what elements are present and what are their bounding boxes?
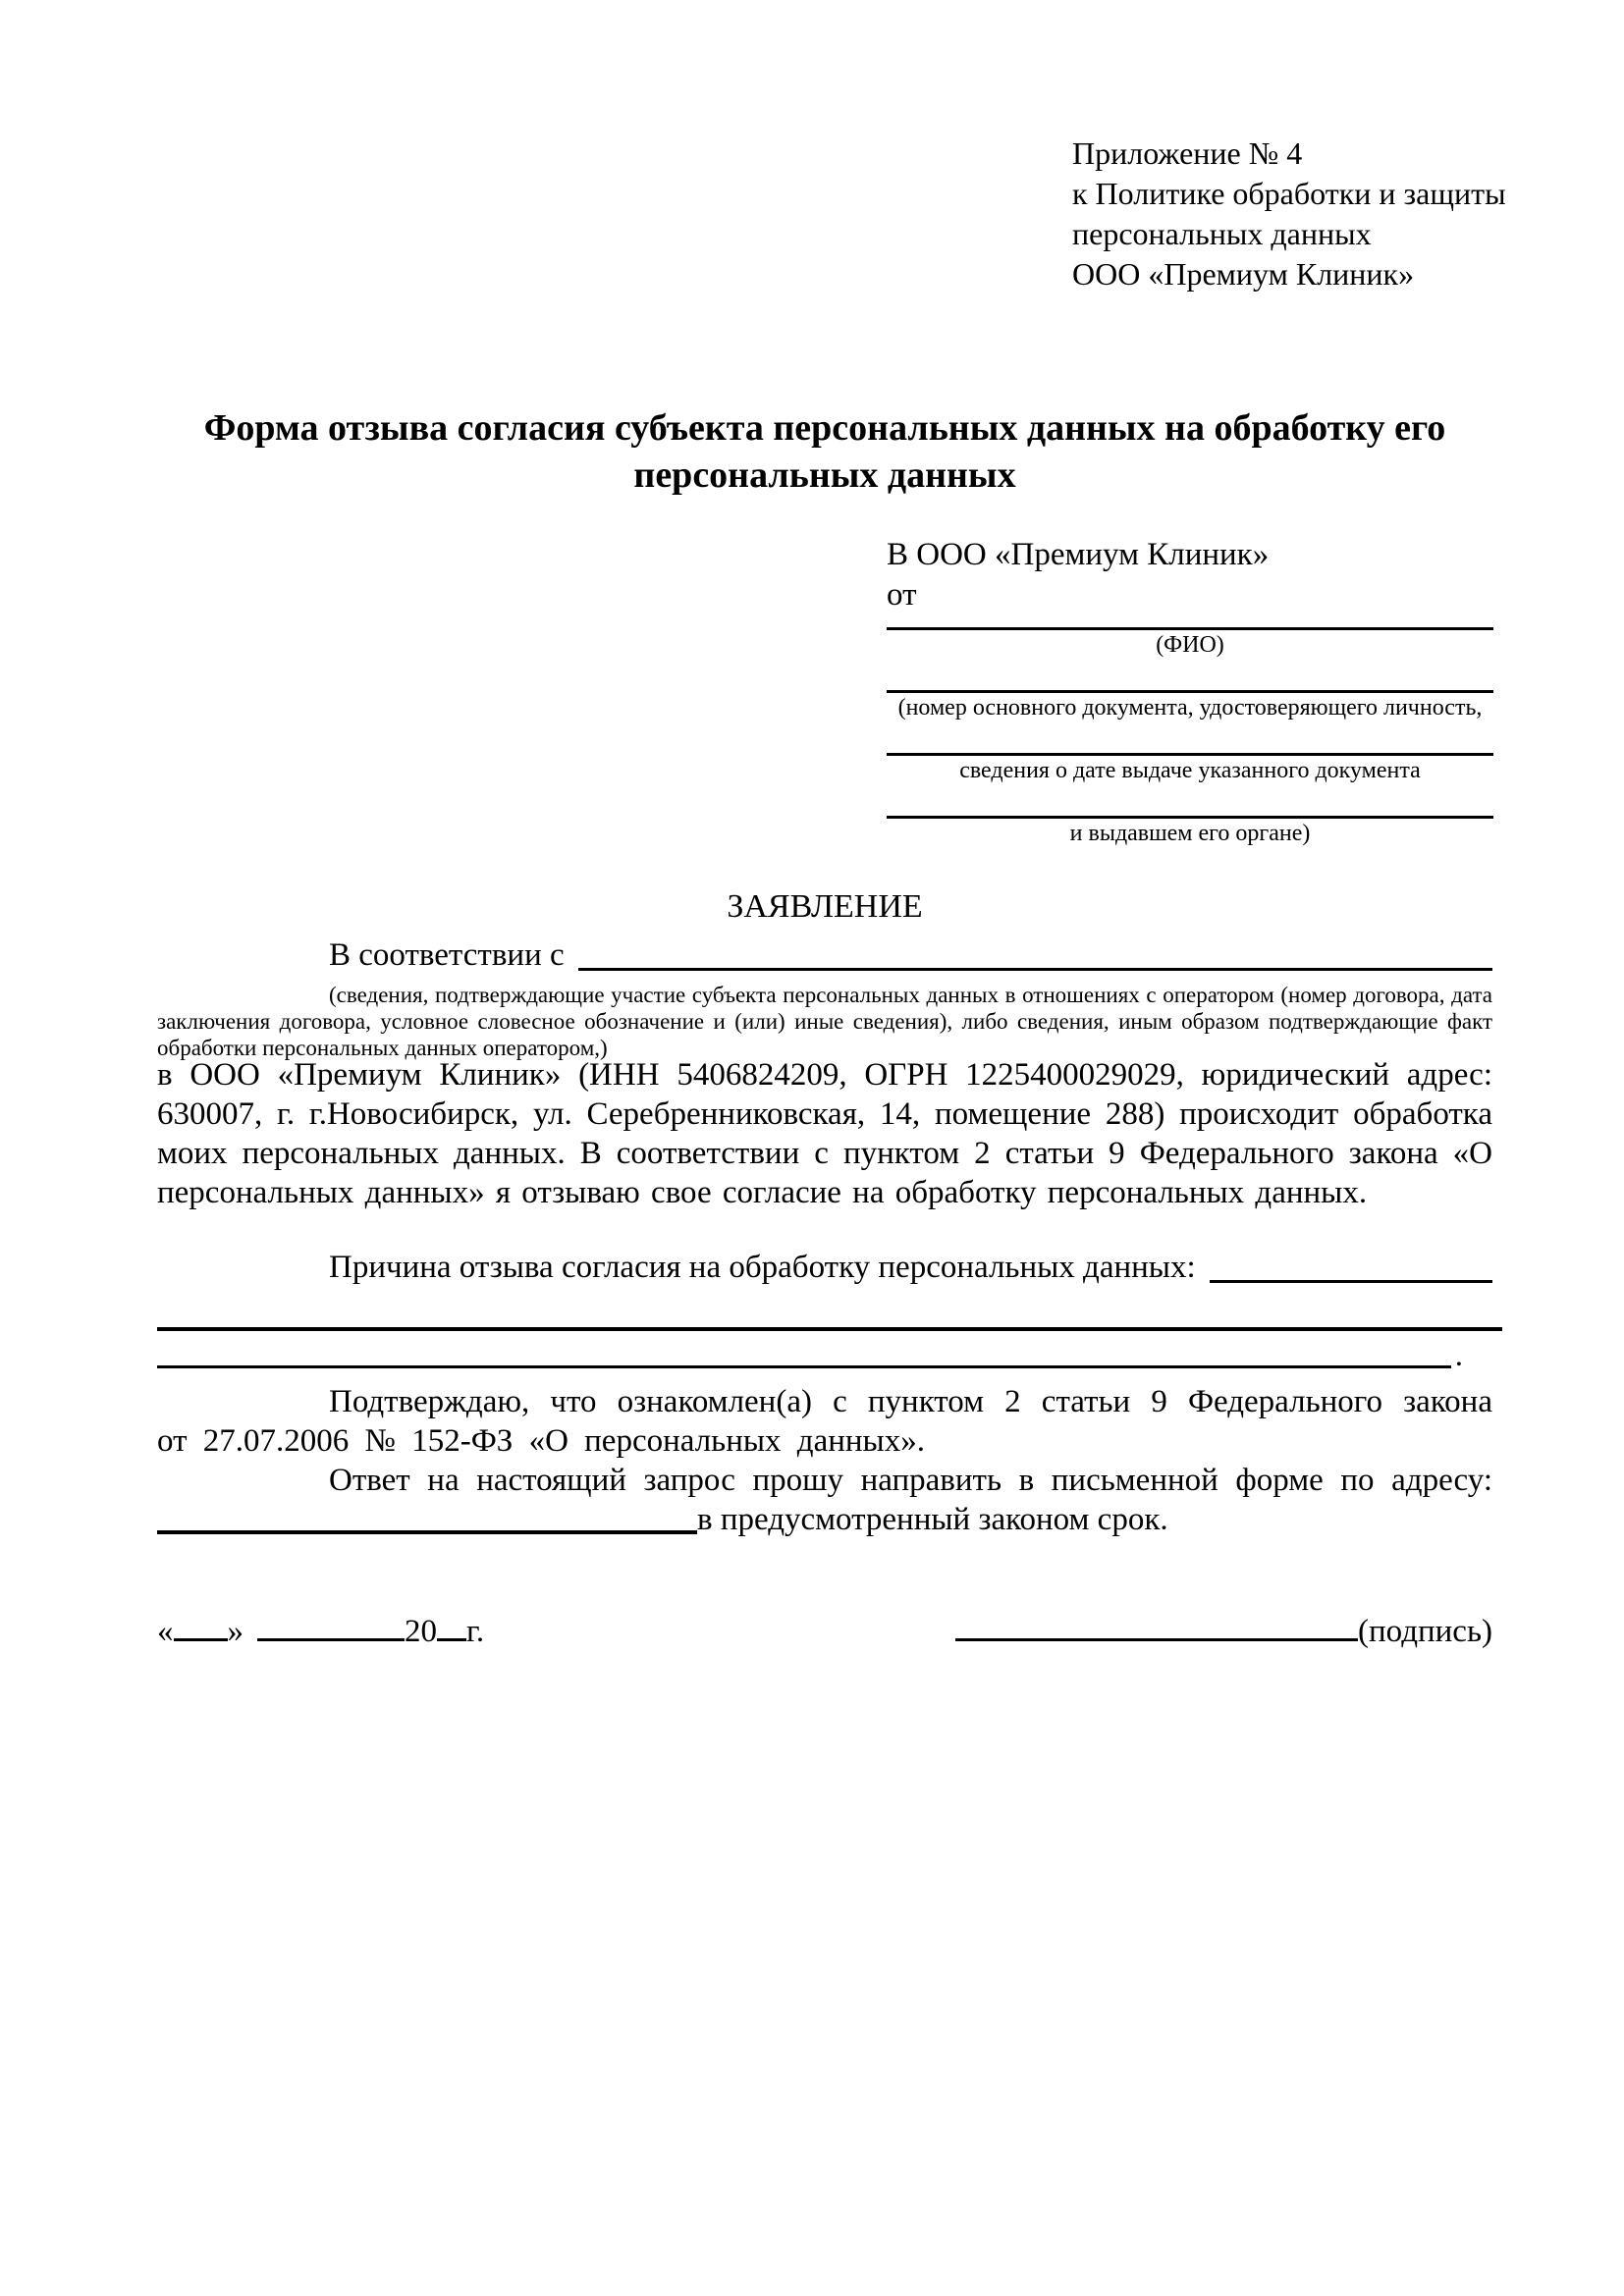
issuing-authority-field — [887, 816, 1493, 849]
issuing-authority-caption: и выдавшем его органе) — [1069, 821, 1311, 846]
date-century: 20 — [405, 1614, 437, 1649]
paragraph-indent — [157, 1247, 329, 1288]
signature-blank-line — [955, 1606, 1358, 1641]
annex-line: ООО «Премиум Клиник» — [1072, 256, 1415, 292]
reply-request-line: Ответ на настоящий запрос прошу направить в письменной форме по адресу: — [329, 1463, 1492, 1498]
reply-address-row — [157, 1500, 1492, 1539]
signature-caption: (подпись) — [1358, 1614, 1492, 1649]
accordance-prefix: В соответствии с — [329, 937, 565, 973]
fio-field — [887, 627, 1493, 661]
reply-tail: в предусмотренный законом срок. — [697, 1502, 1168, 1537]
addressee-to: В ООО «Премиум Клиник» — [887, 537, 1270, 572]
reason-row — [157, 1247, 1492, 1288]
blank-line — [157, 1365, 1451, 1368]
date-quote-open: « — [157, 1614, 174, 1649]
date-year-suffix: г. — [466, 1614, 485, 1649]
accordance-row — [157, 934, 1492, 976]
document-number-caption: (номер основного документа, удостоверяющего личность, — [897, 695, 1483, 721]
fio-caption: (ФИО) — [1156, 632, 1224, 658]
date-month-blank — [257, 1606, 405, 1641]
reason-continuation-blank-line-2 — [157, 1333, 1463, 1374]
statement-heading: ЗАЯВЛЕНИЕ — [727, 888, 923, 925]
main-paragraph: в ООО «Премиум Клиник» (ИНН 5406824209, ОГРН 1225400029029, юридический адрес: 630007, г. г.Новосибирск, ул. Серебренниковская, 14, помещение 288) происходит обработка моих персональных данных. В соответствии с пунктом 2 статьи 9 Федерального закона «О персональных данных» я отзываю свое согласие на обработку персональных данных. — [157, 1057, 1492, 1210]
date-quote-close: » — [227, 1614, 244, 1649]
fine-print-note: (сведения, подтверждающие участие субъекта персональных данных в отношениях с оператором (номер договора, дата заключения договора, условное словесное обозначение и (или) иные сведения), либо сведения, иным образом подтверждающие факт обработки персональных данных оператором,) — [157, 983, 1492, 1060]
confirmation-paragraph: Подтверждаю, что ознакомлен(а) с пунктом 2 статьи 9 Федерального закона от 27.07.2006 № 152-ФЗ «О персональных данных». — [157, 1384, 1492, 1459]
accordance-blank-line — [578, 934, 1492, 971]
annex-line: Приложение № 4 — [1072, 135, 1303, 171]
date-day-blank — [174, 1606, 228, 1641]
footer-row — [157, 1606, 1492, 1652]
annex-line: персональных данных — [1072, 216, 1372, 251]
document-number-field — [887, 690, 1493, 723]
issue-date-field — [887, 753, 1493, 786]
paragraph-indent — [157, 934, 329, 976]
annex-line: к Политике обработки и защиты — [1072, 176, 1506, 211]
reply-address-blank-line — [157, 1500, 697, 1534]
signature-line — [955, 1606, 1492, 1652]
date-year-blank — [437, 1606, 466, 1641]
document-title: Форма отзыва согласия субъекта персональных данных на обработку его персональных данных — [203, 407, 1446, 496]
annex-block — [1072, 133, 1506, 294]
addressee-from: от — [887, 577, 917, 613]
date-line — [157, 1606, 484, 1652]
addressee-block — [887, 535, 1493, 849]
reason-blank-line — [1210, 1247, 1492, 1283]
trailing-period: . — [1454, 1338, 1463, 1373]
reason-label: Причина отзыва согласия на обработку персональных данных: — [329, 1250, 1196, 1285]
issue-date-caption: сведения о дате выдаче указанного документа — [959, 758, 1421, 783]
reason-continuation-blank-line — [157, 1288, 1502, 1331]
